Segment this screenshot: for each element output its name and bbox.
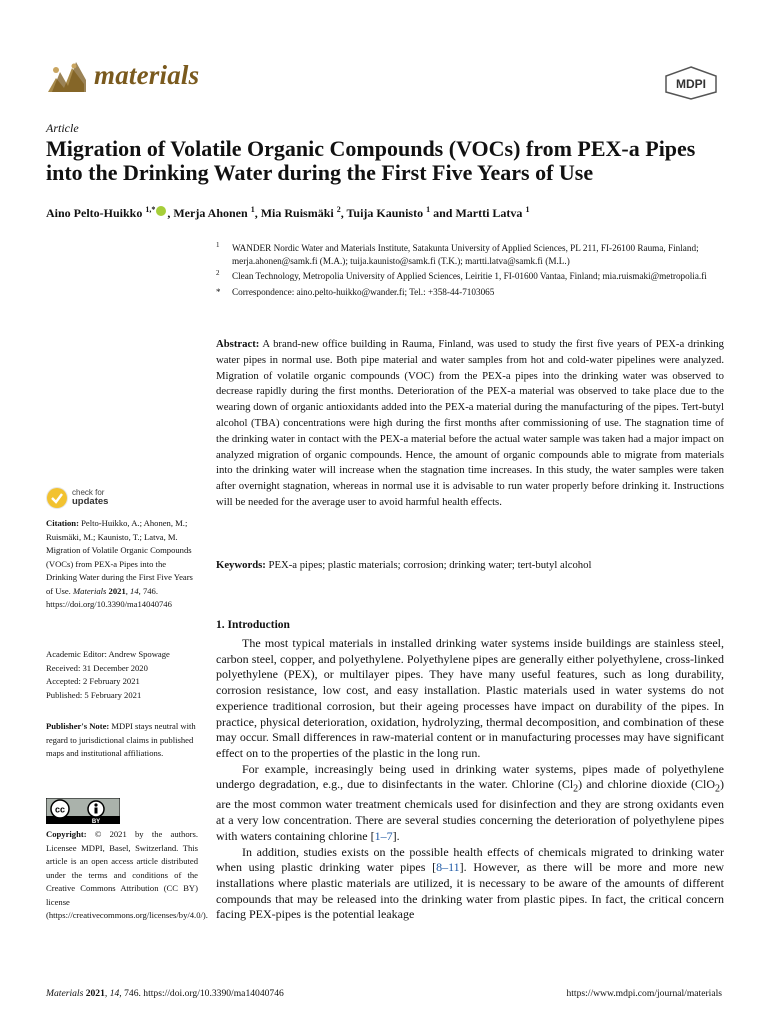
footer-year: 2021: [83, 988, 105, 999]
keywords: [216, 558, 724, 573]
author-affiliation-mark: 1: [250, 205, 255, 214]
author-name: Martti Latva: [455, 206, 523, 220]
materials-logo-icon: [44, 58, 88, 94]
citation-volume: , 14: [125, 585, 139, 596]
citation-doi[interactable]: , 746. https://doi.org/10.3390/ma14040746: [46, 585, 172, 609]
check-for-updates-line2: updates: [72, 496, 109, 507]
abstract-label: Abstract:: [216, 338, 260, 350]
section-heading: 1. Introduction: [216, 619, 290, 631]
subscript: 2: [573, 783, 579, 795]
affiliation-number: *: [216, 286, 221, 297]
abstract-text: A brand-new office building in Rauma, Finland, was used to study the first five years of PEX-a drinking water pipes in normal use. Both pipe material and water samples from hot and cold-water pipelines were analyzed. Migration of volatile organic compounds (VOC) from the PEX-a pipes into the drinking water was observed to decrease rapidly during the first months. Deterioration of the PEX-a material was observed to take place due to the wearing down of organic antioxidants added into the PEX-a material during the manufacturing of the pipes. Tert-butyl alcohol (TBA) concentrations were high during the first months after commissioning of use. The stagnation time of the drinking water in contact with the PEX-a material before the actual water sample was taken had a major impact on analyzed migration of organic compounds. Hence, the amount of organic compounds able to migrate from materials into the drinking water will increase when the stagnation time increases. In this study, the water samples were taken after overnight stagnation, whereas in normal use it is advisable to run water properly before drinking it. Instructions will be needed for the average user to avoid harmful health effects.: [216, 338, 724, 508]
reference-link[interactable]: 8–11: [436, 860, 460, 875]
article-title: Migration of Volatile Organic Compounds (VOCs) from PEX-a Pipes into the Drinking Water during the First Five Years of Use: [46, 136, 696, 185]
affiliation-text: Clean Technology, Metropolia University of Applied Sciences, Leiritie 1, FI-01600 Vantaa, Finland; mia.ruismaki@metropolia.fi: [232, 271, 707, 281]
mdpi-label: MDPI: [676, 77, 706, 91]
paragraph-text: ) are the most common water treatment chemicals used for disinfection and they are strong oxidants even at a very low concentration. There are several studies concerning the deterioration of polyethylene pipes with waters containing chlorine [: [216, 777, 724, 843]
author-affiliation-mark: 2: [336, 205, 341, 214]
author-affiliation-mark: 1: [525, 205, 530, 214]
academic-editor: Academic Editor: Andrew Spowage: [46, 649, 170, 659]
svg-text:cc: cc: [54, 804, 66, 815]
copyright-notice: [46, 828, 208, 923]
citation: [46, 517, 198, 612]
author-affiliation-mark: 1: [426, 205, 431, 214]
author-list: Aino Pelto-Huikko $^{1,*}$ , Merja Ahonen $^1$, Mia Ruismäki $^2$, Tuija Kaunisto $^1$ and Martti Latva $^1$: [46, 205, 530, 220]
paragraph-text: ) and chlorine dioxide (ClO: [578, 777, 715, 792]
footer-volume: , 14: [104, 988, 120, 999]
citation-text: Pelto-Huikko, A.; Ahonen, M.; Ruismäki, M.; Kaunisto, T.; Latva, M. Migration of Volatile Organic Compounds (VOCs) from PEX-a Pipes into the Drinking Water during the First Five Years of Use.: [46, 518, 193, 596]
correspondence-item: [216, 286, 724, 299]
author-name: Merja Ahonen: [173, 206, 248, 220]
abstract: [216, 337, 724, 511]
affiliation-item: [216, 270, 724, 283]
affiliation-number: 2: [216, 269, 220, 277]
citation-journal: Materials: [72, 585, 107, 596]
footer-journal: Materials: [46, 988, 84, 999]
paragraph-text: ]. However, as there will be more and more new installations where plastic materials are utilized, it is necessary to be aware of the amounts of different compounds that may be released into the drinking water from plastic pipes. In fact, the critical concern facing PEX-pipes is the potential leakage: [216, 860, 724, 922]
affiliation-text: WANDER Nordic Water and Materials Institute, Satakunta University of Applied Sciences, PL 211, FI-26100 Rauma, Finland; merja.ahonen@samk.fi (M.A.); tuija.kaunisto@samk.fi (T.K.); martti.latva@samk.fi (M.L.): [232, 243, 699, 266]
footer-doi[interactable]: , 746. https://doi.org/10.3390/ma14040746: [119, 988, 284, 999]
keywords-text: PEX-a pipes; plastic materials; corrosion; drinking water; tert-butyl alcohol: [268, 559, 592, 571]
citation-label: Citation:: [46, 518, 79, 528]
author-affiliation-mark: 1,*: [145, 205, 156, 214]
paragraph: [216, 762, 724, 845]
publisher-note-label: Publisher's Note:: [46, 721, 110, 731]
citation-year: 2021: [106, 585, 126, 596]
subscript: 2: [715, 783, 720, 795]
paragraph: [216, 845, 724, 924]
check-for-updates-icon: [46, 487, 68, 509]
check-for-updates-badge[interactable]: [46, 487, 176, 513]
copyright-label: Copyright:: [46, 829, 87, 839]
author-name: Aino Pelto-Huikko: [46, 206, 143, 220]
publisher-note: [46, 720, 198, 761]
author-name: Mia Ruismäki: [260, 206, 334, 220]
journal-name: materials: [94, 60, 200, 90]
affiliation-number: 1: [216, 241, 220, 249]
paragraph: [216, 636, 724, 762]
body-text: [216, 636, 724, 923]
paragraph-text: In addition, studies exists on the possible health effects of chemicals migrated to drinking water when using plastic drinking water pipes [: [216, 844, 724, 875]
reference-link[interactable]: 1–7: [374, 828, 393, 843]
affiliation-item: [216, 242, 724, 267]
check-for-updates-line1: check for: [72, 488, 105, 497]
affiliations: [216, 242, 724, 298]
footer-journal-url[interactable]: https://www.mdpi.com/journal/materials: [566, 988, 722, 999]
accepted-date: Accepted: 2 February 2021: [46, 676, 140, 686]
author-name: Tuija Kaunisto: [346, 206, 424, 220]
correspondence-text: Correspondence: aino.pelto-huikko@wander.fi; Tel.: +358-44-7103065: [232, 286, 495, 297]
received-date: Received: 31 December 2020: [46, 662, 148, 673]
publisher-note-text: MDPI stays neutral with regard to jurisdictional claims in published maps and institutional affiliations.: [46, 721, 196, 758]
editorial-dates: [46, 648, 198, 702]
keywords-label: Keywords:: [216, 559, 266, 571]
published-date: Published: 5 February 2021: [46, 689, 142, 700]
paragraph-text: The most typical materials in installed drinking water systems inside buildings are stainless steel, carbon steel, copper, and polyethylene. Polyethylene pipes are generally either polyethylene, cross-linked polyethylene (PEX), or multilayer pipes. They have many useful features, such as long durability, corrosion resistance, low cost, and easy installation. Plastic materials used in water systems do not experience traditional corrosion, but their ageing processes have impact on durability of the pipes. In practice, physical deterioration, oxidation, hydrolyzing, thermal decomposition, and combination of these may occur. Small differences in raw-material content or in manufacturing processes may have significant effect on to the properties of the plastic in the long run.: [216, 636, 724, 760]
orcid-icon[interactable]: [156, 206, 166, 216]
article-type: Article: [46, 121, 79, 135]
cc-by-license-icon[interactable]: [46, 798, 120, 824]
paragraph-text: ].: [392, 828, 400, 843]
footer-citation: [46, 988, 284, 999]
mdpi-logo-icon: [664, 66, 718, 100]
svg-text:BY: BY: [91, 819, 101, 824]
paragraph-text: For example, increasingly being used in drinking water systems, pipes made of polyethylene undergo degradation, e.g., due to disinfectants in the water. Chlorine (Cl: [216, 761, 724, 792]
copyright-text: © 2021 by the authors. Licensee MDPI, Basel, Switzerland. This article is an open access article distributed under the terms and conditions of the Creative Commons Attribution (CC BY) license (https://creativecommons.org/licenses/by/4.0/).: [46, 829, 208, 920]
